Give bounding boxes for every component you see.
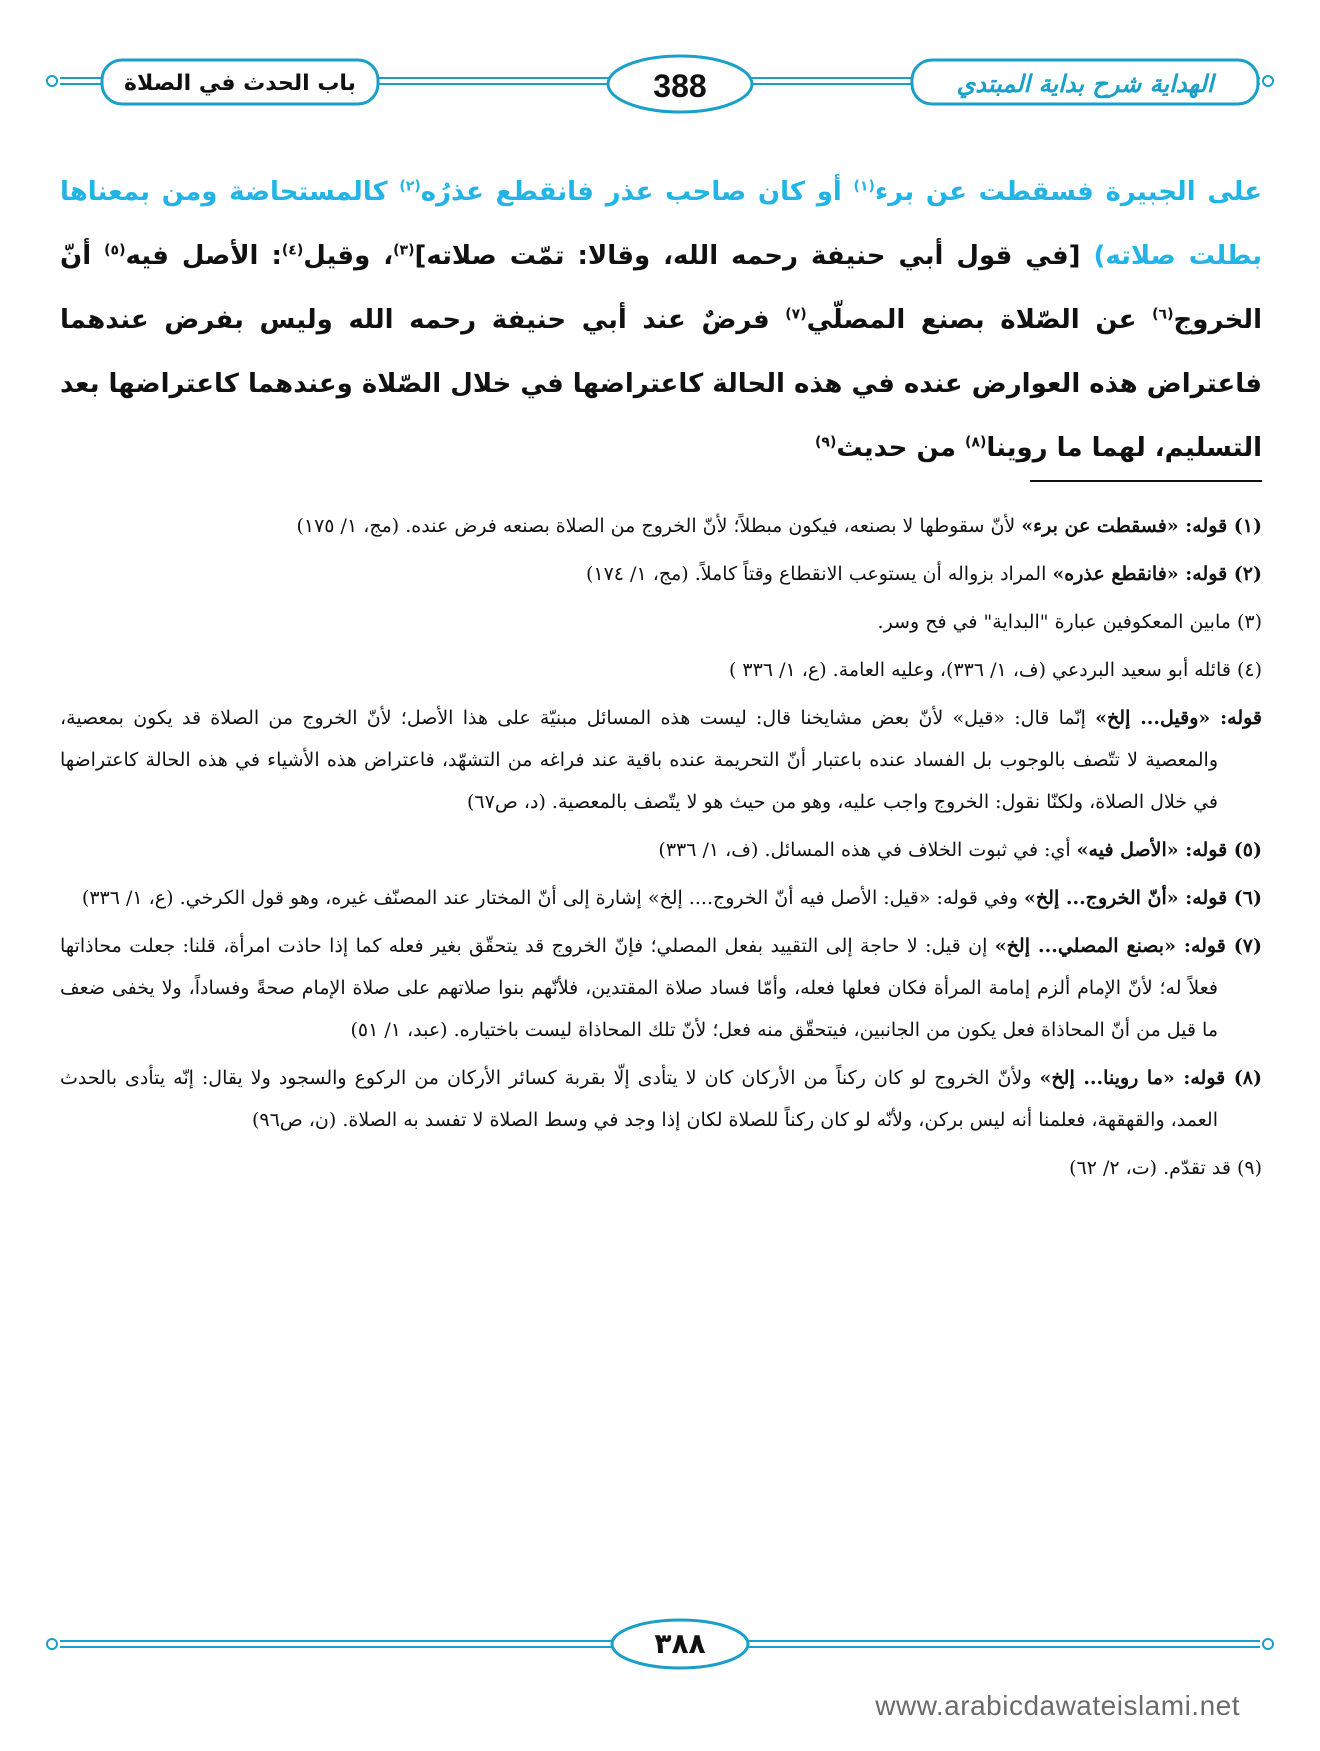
footnote-divider (1030, 480, 1262, 482)
footnote-8 (60, 1057, 1262, 1141)
main-segment: [في قول أبي حنيفة رحمه الله، وقالا: تمّت صلاته] (414, 241, 1094, 271)
footnote-body: أي: في ثبوت الخلاف في هذه المسائل. (ف، ١/ ٣٣٦) (658, 839, 1077, 861)
footnote-body: لأنّ سقوطها لا بصنعه، فيكون مبطلاً؛ لأنّ الخروج من الصلاة بصنعه فرض عنده. (مج، ١/ ١٧٥) (296, 515, 1022, 537)
footnote-body: ولأنّ الخروج لو كان ركناً من الأركان كان لا يتأدى إلّا بقربة كسائر الأركان من الركوع والسجود ولا يقال: إنّه يتأدى بالحدث العمد، والقهقهة، فعلمنا أنه ليس بركن، ولأنّه لو كان ركناً للصلاة لكان إذا وجد في وسط الصلاة لا تفسد به الصلاة. (ن، ص٩٦) (60, 1067, 1218, 1131)
page-footer (40, 1615, 1280, 1675)
footnote-6 (60, 877, 1262, 919)
main-segment: كالمستحاضة ومن بمعناها بطلت صلاته) (60, 177, 1263, 271)
main-segment: من حديث (836, 433, 965, 463)
chapter-title: باب الحدث في الصلاة (124, 71, 356, 96)
main-segment: أو كان صاحب عذر فانقطع عذرُه (420, 177, 854, 207)
footnote-3 (60, 601, 1262, 643)
footnote-ref: (٩) (814, 434, 837, 451)
footnote-ref: (٨) (965, 434, 987, 451)
website-link[interactable]: www.arabicdawateislami.net (875, 1690, 1240, 1721)
footnote-4 (60, 649, 1262, 691)
footnote-body: (٤) قائله أبو سعيد البردعي (ف، ١/ ٣٣٦)، وعليه العامة. (ع، ١/ ٣٣٦ ) (728, 659, 1262, 681)
footnote-label: (٢) قوله: «فانقطع عذره» (1052, 563, 1262, 585)
footnotes (60, 505, 1262, 1195)
footnote-7 (60, 925, 1262, 1051)
footnote-label: (٥) قوله: «الأصل فيه» (1076, 839, 1262, 861)
footnote-2 (60, 553, 1262, 595)
page-header (40, 40, 1280, 120)
footnote-body: إنّما قال: «قيل» لأنّ بعض مشايخنا قال: ليست هذه المسائل مبنيّة على هذا الأصل؛ لأنّ الخروج من الصلاة قد يكون بمعصية، والمعصية لا تتّصف بالوجوب بل الفساد عنده باعتبار أنّ التحريمة عنده باقية عند فراغه من التشهّد، فاعتراض هذه الأشياء في هذه الحالة كاعتراضها في خلال الصلاة، ولكنّا نقول: الخروج واجب عليه، وهو من حيث هو لا يتّصف بالمعصية. (د، ص٦٧) (60, 707, 1218, 813)
main-segment: : الأصل فيه (125, 241, 282, 271)
main-segment: ، وقيل (303, 241, 394, 271)
footnote-4-comment (60, 697, 1262, 823)
main-segment: عن الصّلاة بصنع المصلّي (806, 305, 1153, 335)
header-page-number: 388 (653, 68, 707, 104)
book-title: الهداية شرح بداية المبتدي (956, 70, 1214, 98)
footnote-label: (٧) قوله: «بصنع المصلي... إلخ» (994, 935, 1263, 957)
footnote-1 (60, 505, 1262, 547)
footnote-ref: (٢) (399, 178, 421, 195)
footnote-ref: (٣) (393, 242, 415, 259)
footnote-9 (60, 1147, 1262, 1189)
footnote-ref: (٥) (104, 242, 126, 259)
footnote-body: إن قيل: لا حاجة إلى التقييد بفعل المصلي؛ فإنّ الخروج قد يتحقّق بغير فعله كما إذا حاذت امرأة، قلنا: جعلت محاذاتها فعلاً له؛ لأنّ الإمام ألزم إمامة المرأة فكان فعلها فعله، وأمّا فساد صلاة المقتدين، فلأنّهم بنوا صلاتهم على صلاة الإمام صحةً وفساداً، ولا يخفى ضعف ما قيل من أنّ المحاذاة فعل يكون من الجانبين، فيتحقّق منه فعل؛ لأنّ تلك المحاذاة ليست باختياره. (عبد، ١/ ٥١) (60, 935, 1218, 1041)
footnote-body: وفي قوله: «قيل: الأصل فيه أنّ الخروج.... إلخ» إشارة إلى أنّ المختار عند المصنّف غيره، وهو قول الكرخي. (ع، ١/ ٣٣٦) (81, 887, 1025, 909)
footnote-label: قوله: «وقيل... إلخ» (1095, 707, 1263, 729)
footnote-body: (٩) قد تقدّم. (ت، ٢/ ٦٢) (1069, 1157, 1262, 1179)
main-text (60, 160, 1262, 480)
footnote-ref: (١) (853, 178, 875, 195)
main-paragraph (60, 160, 1262, 480)
footnote-label: (٦) قوله: «أنّ الخروج... إلخ» (1024, 887, 1262, 909)
footnote-5 (60, 829, 1262, 871)
footnote-label: (١) قوله: «فسقطت عن برء» (1021, 515, 1262, 537)
footer-page-number: ٣٨٨ (654, 1627, 706, 1660)
footnote-ref: (٤) (281, 242, 304, 259)
footnote-body: المراد بزواله أن يستوعب الانقطاع وقتاً كاملاً. (مج، ١/ ١٧٤) (585, 563, 1053, 585)
main-segment: أنّ الخروج (60, 241, 1262, 335)
footnote-ref: (٧) (785, 306, 807, 323)
footnote-ref: (٦) (1152, 306, 1174, 323)
main-segment: على الجبيرة فسقطت عن برء (874, 177, 1262, 207)
main-segment: فرضٌ عند أبي حنيفة رحمه الله وليس بفرض عندهما فاعتراض هذه العوارض عنده في هذه الحالة كاعتراضها في خلال الصّلاة وعندهما كاعتراضها بعد التسليم، لهما ما روينا (60, 305, 1262, 463)
footnote-label: (٨) قوله: «ما روينا... إلخ» (1039, 1067, 1263, 1089)
footnote-body: (٣) مابين المعكوفين عبارة "البداية" في فح وسر. (877, 611, 1262, 633)
